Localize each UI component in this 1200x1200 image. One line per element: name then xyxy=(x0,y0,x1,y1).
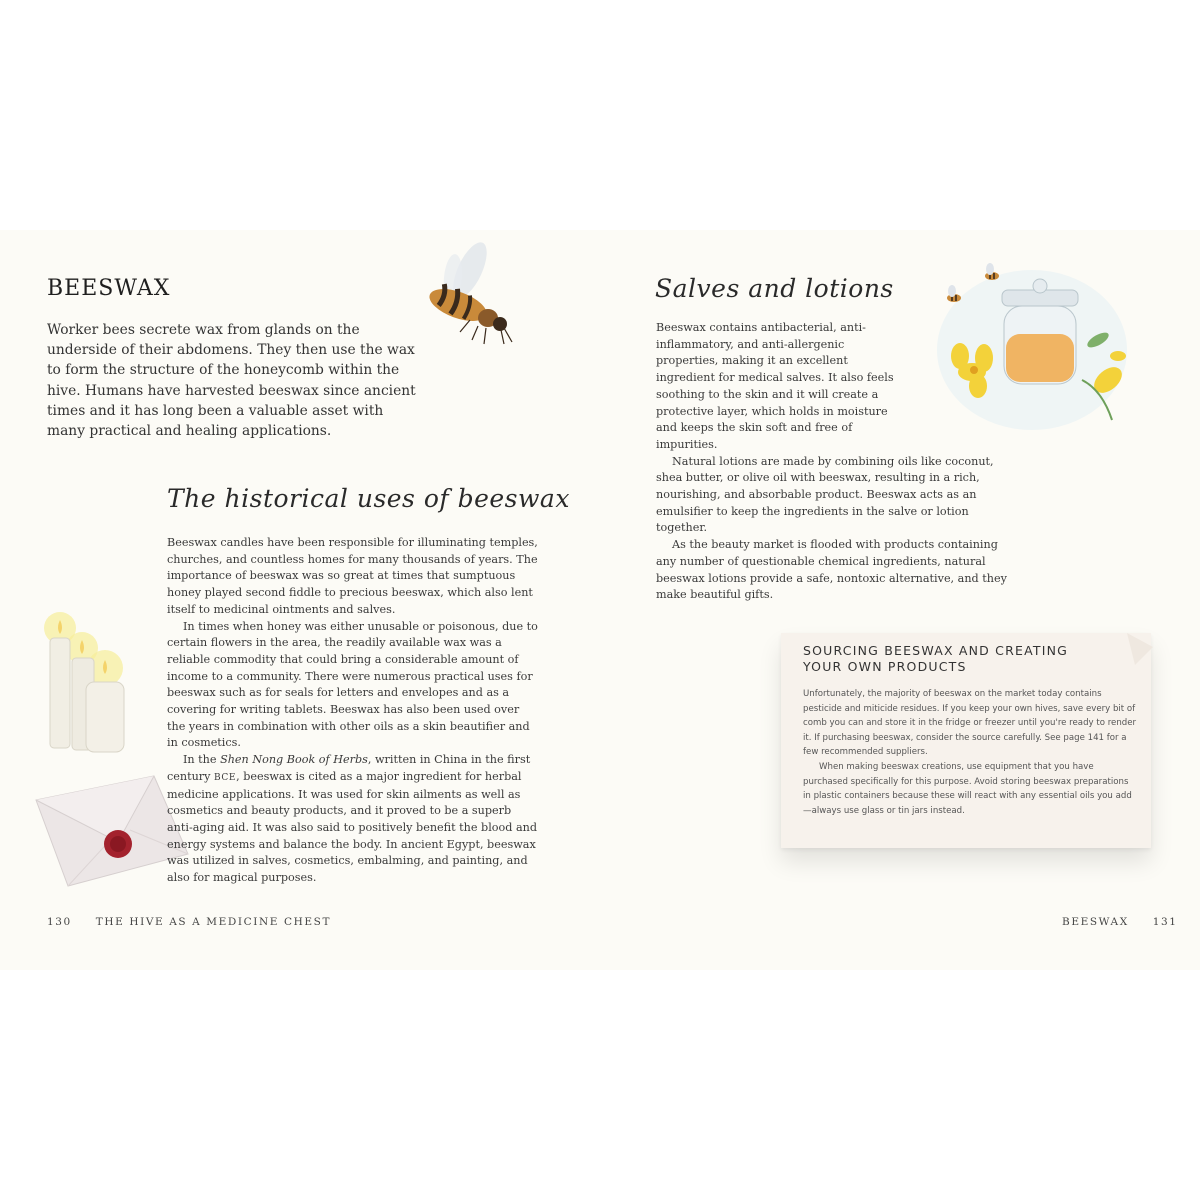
era-label: BCE xyxy=(214,772,237,783)
book-title: Shen Nong Book of Herbs xyxy=(220,753,368,767)
bee-icon xyxy=(947,285,961,302)
candles-illustration xyxy=(40,610,132,755)
salves-heading: Salves and lotions xyxy=(655,274,894,303)
running-head: THE HIVE AS A MEDICINE CHEST xyxy=(95,916,332,928)
note-paragraph: When making beeswax creations, use equipment that you have purchased specifically for this purpose. Avoid storing beeswax preparations in plastic containers because these will react with any essential oils you add—always use glass or tin jars instead. xyxy=(803,761,1132,816)
history-paragraph xyxy=(167,752,539,887)
salves-paragraph: Beeswax contains antibacterial, anti-inflammatory, and anti-allergenic properties, making it an excellent ingredient for medical salves. It also feels soothing to the skin and it will create a protective layer, which holds in moisture and keeps the skin soft and free of impurities. xyxy=(656,321,894,451)
history-body xyxy=(167,535,539,887)
page-number: 130 xyxy=(47,916,72,928)
text-run: , beeswax is cited as a major ingredient for herbal medicine applications. It was used for skin ailments as well as cosmetics and beauty products, and it proved to be a superb anti-aging aid. It was also said to positively benefit the blood and energy systems and balance the body. In ancient Egypt, beeswax was utilized in salves, cosmetics, embalming, and painting, and also for magical purposes. xyxy=(167,769,538,885)
candle-icon xyxy=(44,612,124,752)
history-paragraph: In times when honey was either unusable or poisonous, due to certain flowers in the area, the readily available wax was a reliable commodity that could bring a considerable amount of income to a community. There were numerous practical uses for beeswax such as for seals for letters and envelopes and as a covering for writing tablets. Beeswax has also been used over the years in combination with other oils as a skin beautifier and in cosmetics. xyxy=(167,619,538,750)
note-paragraph: Unfortunately, the majority of beeswax on the market today contains pesticide and miticide residues. If you keep your own hives, save every bit of comb you can and store it in the fridge or freezer until you're ready to render it. If purchasing beeswax, consider the source carefully. See page 141 for a few recommended suppliers. xyxy=(803,689,1137,758)
history-paragraph: Beeswax candles have been responsible for illuminating temples, churches, and countless homes for many thousands of years. The importance of beeswax was so great at times that sumptuous honey played second fiddle to precious beeswax, which also lent itself to medicinal ointments and salves. xyxy=(167,536,538,616)
book-spread xyxy=(0,230,1200,970)
right-footer xyxy=(1062,916,1178,928)
text-run: , written in China in the first century xyxy=(167,753,531,783)
envelope-icon xyxy=(36,776,188,886)
text-run: In the xyxy=(183,753,221,767)
sidebar-note xyxy=(781,633,1151,848)
bee-icon xyxy=(985,263,999,280)
page-number: 131 xyxy=(1152,916,1178,928)
bee-illustration xyxy=(408,240,523,350)
history-heading: The historical uses of beeswax xyxy=(167,484,570,513)
salves-paragraph: As the beauty market is flooded with products containing any number of questionable chemical ingredients, natural beeswax lotions provide a safe, nontoxic alternative, and they make beautiful gifts. xyxy=(656,538,1007,602)
salves-body xyxy=(656,320,1016,604)
left-footer xyxy=(47,916,331,928)
bee-icon xyxy=(425,240,512,344)
note-title: SOURCING BEESWAX AND CREATING YOUR OWN PRODUCTS xyxy=(803,643,1069,674)
running-head: BEESWAX xyxy=(1062,916,1129,928)
intro-paragraph: Worker bees secrete wax from glands on the underside of their abdomens. They then use the wax to form the structure of the honeycomb within the hive. Humans have harvested beeswax since ancient times and it has long been a valuable asset with many practical and healing applications. xyxy=(47,322,416,440)
folded-corner-icon xyxy=(1127,633,1153,665)
page-heading: BEESWAX xyxy=(47,276,171,301)
salves-paragraph: Natural lotions are made by combining oils like coconut, shea butter, or olive oil with beeswax, resulting in a rich, nourishing, and absorbable product. Beeswax acts as an emulsifier to keep the ingredients in the salve or lotion together. xyxy=(656,454,994,535)
note-body xyxy=(803,687,1138,818)
